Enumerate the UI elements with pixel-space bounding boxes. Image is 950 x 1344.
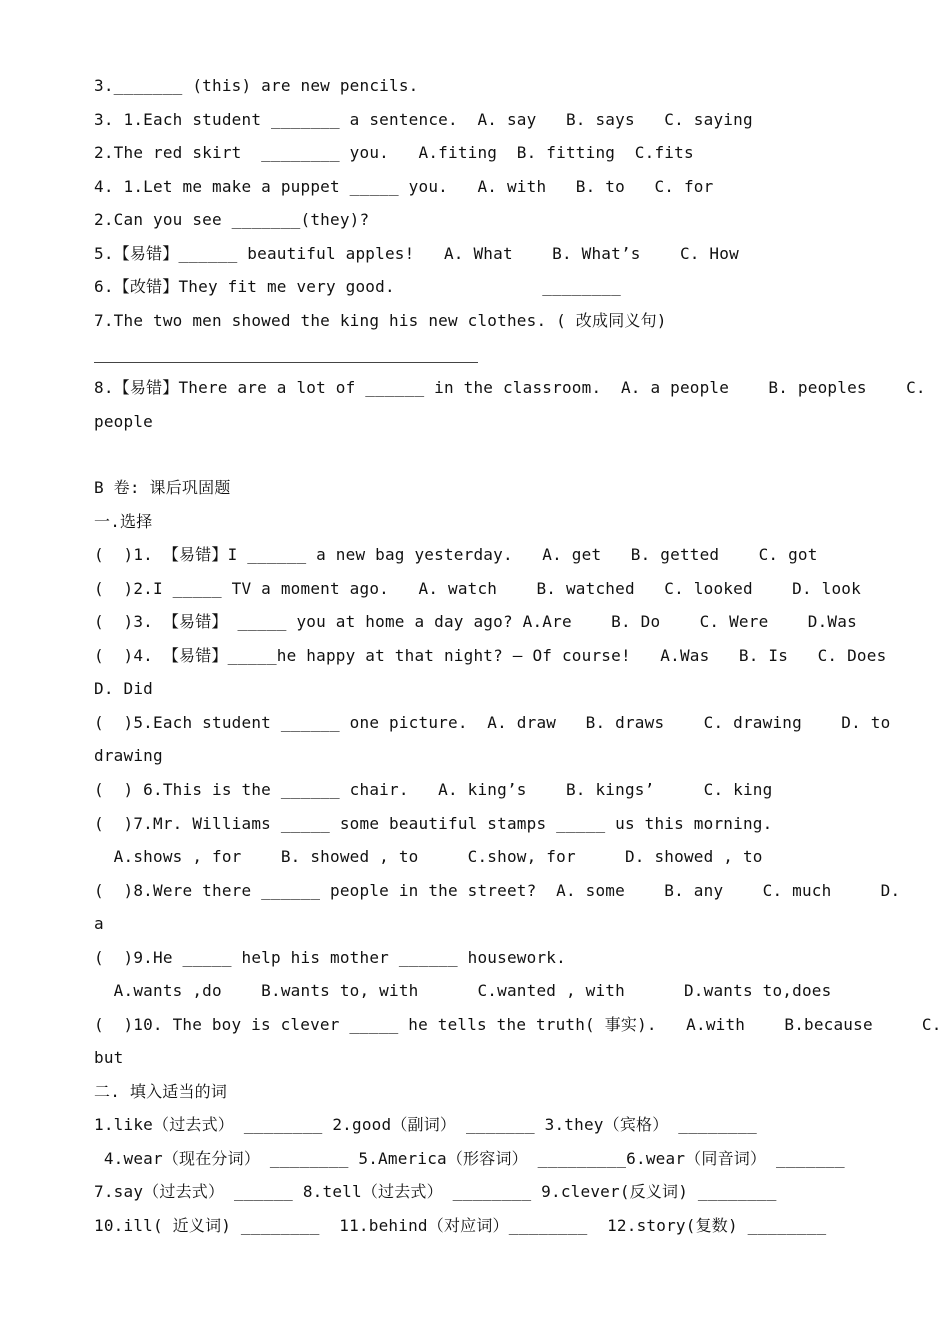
- text-line: people: [94, 412, 153, 431]
- text-line: but: [94, 1048, 124, 1067]
- text-line: 3._______ (this) are new pencils.: [94, 76, 419, 95]
- text-line: drawing: [94, 746, 163, 765]
- text-line: ( )1. 【易错】I ______ a new bag yesterday. A. get B. getted C. got: [94, 545, 818, 564]
- text-line: ( )4. 【易错】_____he happy at that night? — Of course! A.Was B. Is C. Does: [94, 646, 887, 665]
- section-heading: 二. 填入适当的词: [94, 1082, 228, 1101]
- text-line: ( )2.I _____ TV a moment ago. A. watch B. watched C. looked D. look: [94, 579, 861, 598]
- text-line: 1.like（过去式） ________ 2.good（副词） _______ 3.they（宾格） ________: [94, 1115, 757, 1134]
- text-line: ( ) 6.This is the ______ chair. A. king’s B. kings’ C. king: [94, 780, 773, 799]
- text-line: 6.【改错】They fit me very good. ________: [94, 277, 621, 296]
- text-line: ( )5.Each student ______ one picture. A. draw B. draws C. drawing D. to: [94, 713, 891, 732]
- text-line: a: [94, 914, 104, 933]
- text-line: A.wants ,do B.wants to, with C.wanted , with D.wants to,does: [94, 981, 832, 1000]
- text-line: 7.The two men showed the king his new clothes. ( 改成同义句): [94, 311, 667, 330]
- text-line: ( )10. The boy is clever _____ he tells the truth( 事实). A.with B.because C.: [94, 1015, 942, 1034]
- text-line: 7.say（过去式） ______ 8.tell（过去式） ________ 9.clever(反义词) ________: [94, 1182, 777, 1201]
- text-line: 3. 1.Each student _______ a sentence. A. say B. says C. saying: [94, 110, 753, 129]
- text-line: 4. 1.Let me make a puppet _____ you. A. with B. to C. for: [94, 177, 714, 196]
- section-heading: 一.选择: [94, 512, 153, 531]
- text-line: ( )8.Were there ______ people in the street? A. some B. any C. much D.: [94, 881, 901, 900]
- text-line: ( )3. 【易错】 _____ you at home a day ago? A.Are B. Do C. Were D.Was: [94, 612, 857, 631]
- text-line: ( )9.He _____ help his mother ______ housework.: [94, 948, 566, 967]
- text-line: A.shows , for B. showed , to C.show, for D. showed , to: [94, 847, 763, 866]
- text-line: 2.Can you see _______(they)?: [94, 210, 370, 229]
- text-line: 8.【易错】There are a lot of ______ in the classroom. A. a people B. peoples C.: [94, 378, 926, 397]
- text-line: 2.The red skirt ________ you. A.fiting B. fitting C.fits: [94, 143, 694, 162]
- text-line: 5.【易错】______ beautiful apples! A. What B. What’s C. How: [94, 244, 739, 263]
- text-line: D. Did: [94, 679, 153, 698]
- text-line: 4.wear（现在分词） ________ 5.America（形容词） _________6.wear（同音词） _______: [94, 1149, 845, 1168]
- text-line: ( )7.Mr. Williams _____ some beautiful stamps _____ us this morning.: [94, 814, 773, 833]
- answer-underline: [94, 362, 478, 363]
- section-heading: B 卷: 课后巩固题: [94, 478, 231, 497]
- text-line: 10.ill( 近义词) ________ 11.behind（对应词）________ 12.story(复数) ________: [94, 1216, 827, 1235]
